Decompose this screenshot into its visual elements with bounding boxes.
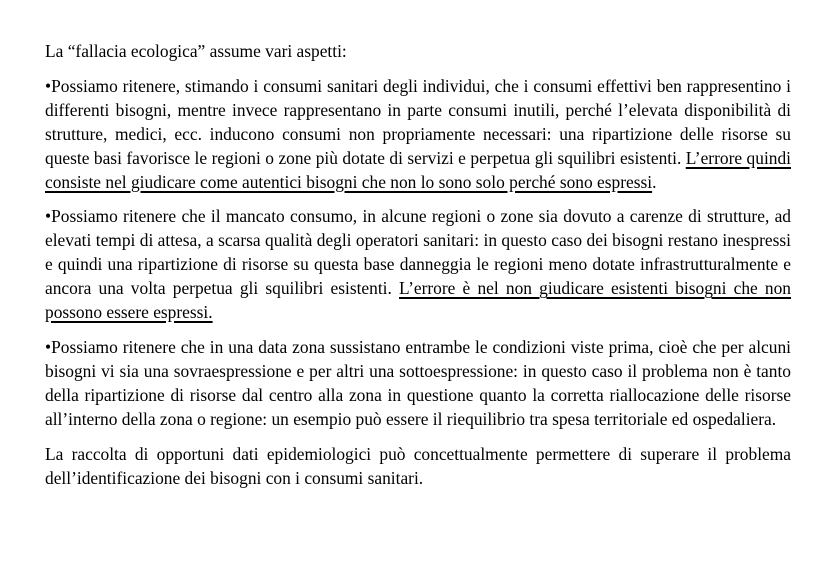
bullet-1-underlined-text: L’errore quindi consiste nel giudicare come autentici bisogni che non lo sono solo perché sono espressi [45, 147, 791, 192]
bullet-1-trailing: . [652, 171, 657, 192]
bullet-2-text: •Possiamo ritenere che il mancato consumo, in alcune regioni o zone sia dovuto a carenze di strutture, ad elevati tempi di attesa, a scarsa qualità degli operatori sanitari: in questo caso dei bisogni restano inespressi e quindi una ripartizione di risorse su questa base danneggia le regioni meno dotate infrastrutturalmente e ancora una volta perpetua gli squilibri esistenti. [45, 206, 791, 299]
bullet-2-underlined-text: L’errore è nel non giudicare esistenti bisogni che non possono essere espressi. [45, 278, 792, 323]
bullet-3-text: •Possiamo ritenere che in una data zona sussistano entrambe le condizioni viste prima, cioè che per alcuni bisogni vi sia una sovraespressione e per altri una sottoespressione: in questo caso il problema non è tanto della ripartizione di risorse dal centro alla zona in questione quanto la corretta riallocazione delle risorse all’interno della zona o regione: un esempio può essere il riequilibrio tra spesa territoriale ed ospedaliera. [45, 336, 791, 429]
bullet-paragraph-2 [45, 205, 791, 325]
bullet-paragraph-1 [45, 75, 791, 195]
document-page [45, 40, 791, 501]
intro-paragraph: La “fallacia ecologica” assume vari aspetti: [45, 41, 347, 61]
conclusion-paragraph: La raccolta di opportuni dati epidemiologici può concettualmente permettere di superare il problema dell’identificazione dei bisogni con i consumi sanitari. [45, 443, 791, 488]
bullet-1-text: •Possiamo ritenere, stimando i consumi sanitari degli individui, che i consumi effettivi ben rappresentino i differenti bisogni, mentre invece rappresentano in parte consumi inutili, perché l’elevata disponibilità di strutture, medici, ecc. inducono consumi non propriamente necessari: una ripartizione delle risorse su queste basi favorisce le regioni o zone più dotate di servizi e perpetua gli squilibri esistenti. [45, 75, 791, 168]
bullet-paragraph-3 [45, 336, 791, 432]
